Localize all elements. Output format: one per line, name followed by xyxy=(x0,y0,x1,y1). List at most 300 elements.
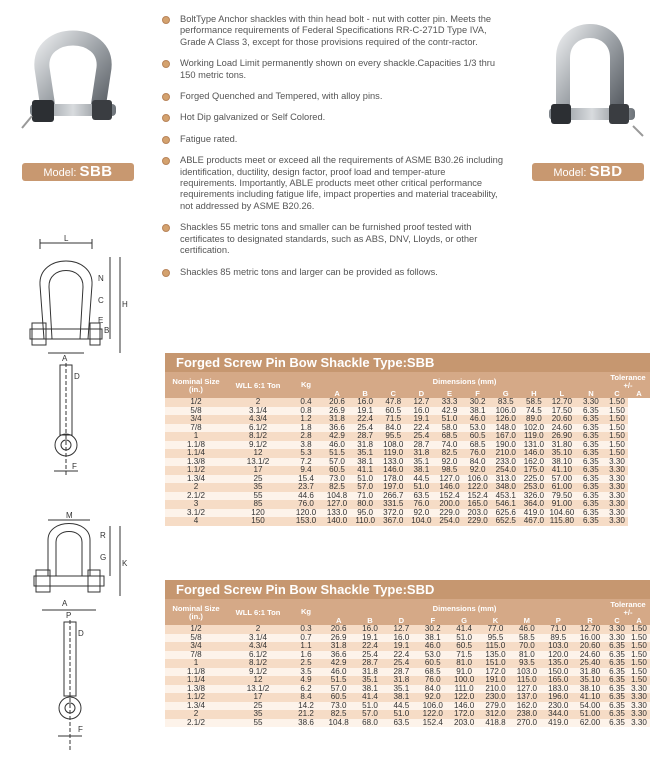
table-cell: 120.0 xyxy=(543,651,574,660)
table-cell: 68.5 xyxy=(464,441,492,450)
table-cell: 3.1/4 xyxy=(227,634,289,643)
table-cell: 20.60 xyxy=(548,415,576,424)
table-cell: 0.7 xyxy=(289,634,323,643)
table-cell: 4 xyxy=(165,517,227,526)
table-cell: 84.0 xyxy=(417,685,448,694)
table-cell: 6.1/2 xyxy=(227,651,289,660)
table-cell: 146.0 xyxy=(520,449,548,458)
table-cell: 35 xyxy=(227,483,289,492)
table-row xyxy=(165,483,650,492)
table-cell: 191.0 xyxy=(480,676,511,685)
table-cell: 1.50 xyxy=(606,415,628,424)
table-cell: 103.0 xyxy=(511,668,542,677)
table-cell: 51.0 xyxy=(407,483,435,492)
table-cell: 14.2 xyxy=(289,702,323,711)
table-cell: 6.35 xyxy=(576,432,606,441)
feature-item: Hot Dip galvanized or Self Colored. xyxy=(158,112,503,123)
table-cell: 6.35 xyxy=(606,659,628,668)
table-cell: 31.8 xyxy=(354,668,385,677)
table-cell: 266.7 xyxy=(379,492,407,501)
dim-col-header: A xyxy=(323,390,351,398)
table-cell: 82.5 xyxy=(323,483,351,492)
col-header-kg: Kg xyxy=(289,372,323,398)
table-cell: 1.50 xyxy=(606,424,628,433)
table-cell: 44.5 xyxy=(407,475,435,484)
dim-label: N xyxy=(98,274,104,283)
table-cell: 8.1/2 xyxy=(227,432,289,441)
dim-col-header: P xyxy=(543,617,574,625)
table-cell: 115.80 xyxy=(549,516,574,525)
dim-col-header: B xyxy=(351,390,379,398)
table-row xyxy=(165,492,650,501)
table-cell: 26.90 xyxy=(548,432,576,441)
sbb-table-title: Forged Screw Pin Bow Shackle Type:SBB xyxy=(165,353,650,372)
table-cell: 172.0 xyxy=(480,668,511,677)
tolerance-col-header: C xyxy=(606,617,628,625)
table-cell: 4.3/4 xyxy=(227,642,289,651)
table-cell: 2 xyxy=(227,625,289,634)
table-cell: 89.0 xyxy=(520,415,548,424)
dim-col-header: C xyxy=(379,390,407,398)
table-cell: 178.0 xyxy=(379,475,407,484)
table-cell: 127.0 xyxy=(323,500,351,509)
table-cell: 51.0 xyxy=(354,702,385,711)
table-row xyxy=(165,398,650,407)
table-cell: 38.1 xyxy=(351,458,379,467)
table-cell: 73.0 xyxy=(323,702,354,711)
table-cell: 625.6 xyxy=(492,509,520,518)
table-cell: 9.1/2 xyxy=(227,668,289,677)
table-cell: 119.0 xyxy=(379,449,407,458)
table-cell: 35.1 xyxy=(354,676,385,685)
table-cell: 38.1 xyxy=(354,685,385,694)
table-cell: 95.5 xyxy=(480,634,511,643)
dim-label: K xyxy=(122,559,128,568)
table-cell: 26.9 xyxy=(323,407,351,416)
table-cell: 81.0 xyxy=(511,651,542,660)
table-cell: 1.3/4 xyxy=(165,702,227,711)
table-cell: 17 xyxy=(227,693,289,702)
table-cell: 1.3/4 xyxy=(165,475,227,484)
table-cell: 13.1/2 xyxy=(227,458,289,467)
table-cell: 200.0 xyxy=(435,500,463,509)
table-cell: 31.80 xyxy=(574,668,606,677)
table-cell: 6.35 xyxy=(576,449,606,458)
sbd-model-label xyxy=(532,163,644,181)
table-cell: 3.8 xyxy=(289,441,323,450)
sbd-spec-table xyxy=(165,580,650,727)
table-cell: 51.0 xyxy=(448,634,479,643)
table-row xyxy=(165,475,650,484)
table-cell: 196.0 xyxy=(543,693,574,702)
table-cell: 35.1 xyxy=(351,449,379,458)
table-cell: 146.0 xyxy=(435,483,463,492)
table-cell: 133.0 xyxy=(379,458,407,467)
table-cell: 1.50 xyxy=(628,659,650,668)
table-cell: 53.0 xyxy=(464,424,492,433)
table-cell: 3.30 xyxy=(628,702,650,711)
table-cell: 6.35 xyxy=(576,517,606,526)
dim-col-header: E xyxy=(435,390,463,398)
table-cell: 71.5 xyxy=(448,651,479,660)
table-cell: 60.5 xyxy=(464,432,492,441)
table-cell: 326.0 xyxy=(520,492,548,501)
dim-label: F xyxy=(78,725,83,734)
table-cell: 3.30 xyxy=(576,398,606,407)
feature-item: ABLE products meet or exceed all the requirements of ASME B30.26 including identification, ductility, design factor, proof load and temper-ature requirements. Importantly, ABLE products meet other critical performance requirements including fatigue life, impact properties and material traceability, not addressed by ASME B20.26. xyxy=(158,155,503,212)
table-cell: 28.7 xyxy=(407,441,435,450)
table-cell: 58.5 xyxy=(511,634,542,643)
table-cell: 70.0 xyxy=(511,642,542,651)
table-cell: 6.35 xyxy=(576,458,606,467)
table-cell: 238.0 xyxy=(511,710,542,719)
col-header-wll: WLL 6:1 Ton xyxy=(227,372,289,398)
table-cell: 44.5 xyxy=(386,702,417,711)
table-cell: 63.5 xyxy=(407,492,435,501)
table-cell: 467.0 xyxy=(520,517,548,526)
dim-col-header: G xyxy=(448,617,479,625)
table-cell: 57.0 xyxy=(323,458,351,467)
table-cell: 6.35 xyxy=(606,685,628,694)
dim-col-header: A xyxy=(323,617,354,625)
table-cell: 22.4 xyxy=(386,651,417,660)
dim-label: G xyxy=(100,553,107,562)
dim-col-header: F xyxy=(417,617,448,625)
table-cell: 2.5 xyxy=(289,659,323,668)
table-cell: 3.30 xyxy=(606,509,628,518)
tolerance-col-header: A xyxy=(628,617,650,625)
table-cell: 1.1/8 xyxy=(165,441,227,450)
table-cell: 95.5 xyxy=(379,432,407,441)
col-header-nominal: Nominal Size (in.) xyxy=(165,599,227,625)
table-cell: 42.9 xyxy=(323,432,351,441)
table-cell: 3.30 xyxy=(606,475,628,484)
table-cell: 1.1/4 xyxy=(165,449,227,458)
table-cell: 38.6 xyxy=(289,719,323,728)
table-cell: 31.8 xyxy=(323,415,351,424)
table-cell: 210.0 xyxy=(480,685,511,694)
table-cell: 16.0 xyxy=(351,398,379,407)
table-cell: 6.35 xyxy=(606,710,628,719)
dim-col-header: R xyxy=(574,617,606,625)
table-cell: 106.0 xyxy=(492,407,520,416)
table-cell: 1.8 xyxy=(289,424,323,433)
table-cell: 8.4 xyxy=(289,693,323,702)
dim-label: P xyxy=(66,611,72,620)
dim-col-header: M xyxy=(511,617,542,625)
table-cell: 312.0 xyxy=(480,710,511,719)
table-cell: 3.1/2 xyxy=(165,509,227,518)
table-cell: 6.35 xyxy=(576,475,606,484)
feature-item: BoltType Anchor shackles with thin head bolt - nut with cotter pin. Meets the performance requirements of Federal Specifications RR-C-271D Type IVA, Grade A Class 3, except for those provisions required of the contr-ractor. xyxy=(158,14,503,48)
table-cell: 6.35 xyxy=(606,719,628,728)
sbb-table xyxy=(165,372,650,526)
table-cell: 103.0 xyxy=(543,642,574,651)
dim-label: D xyxy=(78,629,84,638)
table-cell: 25.4 xyxy=(354,651,385,660)
table-cell: 127.0 xyxy=(435,475,463,484)
table-cell: 60.5 xyxy=(379,407,407,416)
table-cell: 41.4 xyxy=(354,693,385,702)
table-cell: 22.4 xyxy=(354,642,385,651)
sbd-shackle-photo xyxy=(535,8,645,158)
table-cell: 51.0 xyxy=(351,475,379,484)
table-cell: 42.9 xyxy=(323,659,354,668)
dim-col-header: H xyxy=(520,390,548,398)
table-cell: 19.1 xyxy=(354,634,385,643)
sbd-table-title: Forged Screw Pin Bow Shackle Type:SBD xyxy=(165,580,650,599)
table-cell: 225.0 xyxy=(520,475,548,484)
table-cell: 20.6 xyxy=(323,625,354,634)
table-cell: 91.00 xyxy=(548,500,576,509)
table-cell: 5.3 xyxy=(289,449,323,458)
table-cell: 122.0 xyxy=(448,693,479,702)
table-cell: 81.0 xyxy=(448,659,479,668)
table-cell: 19.1 xyxy=(351,407,379,416)
table-cell: 108.0 xyxy=(379,441,407,450)
table-cell: 55 xyxy=(227,719,289,728)
table-cell: 24.60 xyxy=(574,651,606,660)
table-cell: 6.35 xyxy=(606,676,628,685)
col-header-dimensions: Dimensions (mm) xyxy=(323,372,606,390)
table-row xyxy=(165,407,650,416)
table-cell: 3.30 xyxy=(606,458,628,467)
table-cell: 89.5 xyxy=(543,634,574,643)
table-row xyxy=(165,719,650,728)
table-cell: 68.0 xyxy=(354,719,385,728)
sbb-model-code: SBB xyxy=(79,163,113,180)
table-cell: 60.5 xyxy=(417,659,448,668)
table-cell: 652.5 xyxy=(492,517,520,526)
table-cell: 85 xyxy=(227,500,289,509)
table-cell: 6.35 xyxy=(576,415,606,424)
table-cell: 120 xyxy=(227,509,289,518)
table-cell: 111.0 xyxy=(448,685,479,694)
table-cell: 6.35 xyxy=(576,509,606,518)
table-cell: 6.35 xyxy=(576,424,606,433)
table-cell: 1.50 xyxy=(628,625,650,634)
table-cell: 60.5 xyxy=(323,466,351,475)
table-cell: 38.1 xyxy=(407,466,435,475)
table-cell: 92.0 xyxy=(435,458,463,467)
table-cell: 348.0 xyxy=(492,483,520,492)
table-cell: 63.5 xyxy=(386,719,417,728)
table-cell: 42.9 xyxy=(435,407,463,416)
dim-label: R xyxy=(100,531,106,540)
table-cell: 68.5 xyxy=(435,432,463,441)
table-cell: 98.5 xyxy=(435,466,463,475)
table-cell: 25 xyxy=(227,475,289,484)
table-cell: 36.6 xyxy=(323,651,354,660)
feature-item: Forged Quenched and Tempered, with alloy pins. xyxy=(158,91,503,102)
table-cell: 12.7 xyxy=(386,625,417,634)
table-cell: 82.5 xyxy=(323,710,354,719)
dim-col-header: N xyxy=(576,390,606,398)
dim-col-header: D xyxy=(407,390,435,398)
table-cell: 54.00 xyxy=(574,702,606,711)
table-cell: 55 xyxy=(227,492,289,501)
tolerance-col-header: C xyxy=(606,390,628,398)
table-cell: 25.40 xyxy=(574,659,606,668)
table-cell: 6.35 xyxy=(576,483,606,492)
table-row xyxy=(165,441,650,450)
dim-label: B xyxy=(104,326,110,335)
dim-label: C xyxy=(98,296,104,305)
sbd-model-code: SBD xyxy=(589,163,623,180)
table-cell: 8.1/2 xyxy=(227,659,289,668)
table-cell: 76.0 xyxy=(417,676,448,685)
table-cell: 1.1/4 xyxy=(165,676,227,685)
table-cell: 9.4 xyxy=(289,466,323,475)
table-cell: 2.1/2 xyxy=(165,492,227,501)
table-cell: 5/8 xyxy=(165,634,227,643)
table-cell: 104.8 xyxy=(323,719,354,728)
sbb-shackle-photo xyxy=(18,8,128,158)
table-cell: 38.1 xyxy=(417,634,448,643)
table-cell: 6.35 xyxy=(606,642,628,651)
feature-list xyxy=(158,14,503,288)
table-cell: 3.1/4 xyxy=(227,407,289,416)
table-cell: 84.0 xyxy=(464,458,492,467)
table-cell: 60.5 xyxy=(448,642,479,651)
table-cell: 3.30 xyxy=(606,500,628,509)
table-cell: 9.1/2 xyxy=(227,441,289,450)
table-cell: 2 xyxy=(227,398,289,407)
table-cell: 6.2 xyxy=(289,685,323,694)
dim-col-header: K xyxy=(480,617,511,625)
dim-label: M xyxy=(66,511,73,520)
table-cell: 51.5 xyxy=(323,676,354,685)
table-cell: 1.2 xyxy=(289,415,323,424)
table-cell: 24.60 xyxy=(548,424,576,433)
table-cell: 23.7 xyxy=(289,483,323,492)
table-cell: 419.0 xyxy=(543,719,574,728)
table-cell: 270.0 xyxy=(511,719,542,728)
col-header-dimensions: Dimensions (mm) xyxy=(323,599,606,617)
table-cell: 16.0 xyxy=(407,407,435,416)
table-cell: 453.1 xyxy=(492,492,520,501)
table-cell: 253.0 xyxy=(520,483,548,492)
table-cell: 162.0 xyxy=(520,458,548,467)
table-cell: 38.10 xyxy=(574,685,606,694)
table-cell: 38.1 xyxy=(464,407,492,416)
table-cell: 83.5 xyxy=(492,398,520,407)
table-cell: 51.0 xyxy=(435,415,463,424)
table-cell: 57.0 xyxy=(351,483,379,492)
table-cell: 12.70 xyxy=(574,625,606,634)
table-cell: 104.60 xyxy=(549,507,575,517)
table-cell: 183.0 xyxy=(543,685,574,694)
table-cell: 3.30 xyxy=(628,685,650,694)
table-cell: 1.3/8 xyxy=(165,685,227,694)
table-cell: 31.8 xyxy=(407,449,435,458)
table-cell: 36.6 xyxy=(323,424,351,433)
bullet-icon xyxy=(162,16,170,24)
col-header-kg: Kg xyxy=(289,599,323,625)
table-cell: 0.3 xyxy=(289,625,323,634)
sbb-technical-drawing xyxy=(12,235,132,485)
table-cell: 418.8 xyxy=(480,719,511,728)
table-cell: 3/4 xyxy=(165,415,227,424)
dim-col-header: G xyxy=(492,390,520,398)
bullet-icon xyxy=(162,269,170,277)
table-cell: 28.7 xyxy=(354,659,385,668)
table-cell: 31.80 xyxy=(548,441,576,450)
table-cell: 12 xyxy=(227,676,289,685)
dim-col-header: D xyxy=(386,617,417,625)
table-row xyxy=(165,449,650,458)
table-cell: 1.50 xyxy=(606,432,628,441)
table-cell: 2 xyxy=(165,710,227,719)
table-cell: 3.30 xyxy=(606,625,628,634)
table-cell: 41.10 xyxy=(548,466,576,475)
table-cell: 104.8 xyxy=(323,492,351,501)
table-cell: 16.0 xyxy=(354,625,385,634)
table-cell: 3.30 xyxy=(628,693,650,702)
table-row xyxy=(165,517,650,526)
table-cell: 92.0 xyxy=(417,693,448,702)
table-cell: 229.0 xyxy=(464,517,492,526)
table-cell: 46.0 xyxy=(417,642,448,651)
table-row xyxy=(165,466,650,475)
table-cell: 131.0 xyxy=(520,441,548,450)
table-cell: 254.0 xyxy=(435,517,463,526)
table-cell: 331.5 xyxy=(379,500,407,509)
table-cell: 1.50 xyxy=(628,651,650,660)
table-cell: 2.8 xyxy=(289,432,323,441)
dim-col-header: B xyxy=(354,617,385,625)
table-cell: 1.50 xyxy=(606,441,628,450)
sbd-model-prefix: Model: xyxy=(553,167,587,179)
table-cell: 92.0 xyxy=(464,466,492,475)
table-cell: 28.7 xyxy=(351,432,379,441)
table-cell: 3.30 xyxy=(606,483,628,492)
table-cell: 150 xyxy=(227,517,289,526)
table-cell: 2.1/2 xyxy=(165,719,227,728)
table-cell: 137.0 xyxy=(511,693,542,702)
dim-label: L xyxy=(64,235,69,243)
table-cell: 20.6 xyxy=(323,398,351,407)
table-cell: 74.5 xyxy=(520,407,548,416)
table-cell: 167.0 xyxy=(492,432,520,441)
table-cell: 133.0 xyxy=(323,509,351,518)
dim-col-header: L xyxy=(548,390,576,398)
sbb-model-label xyxy=(22,163,134,181)
table-cell: 230.0 xyxy=(480,693,511,702)
table-cell: 38.10 xyxy=(548,458,576,467)
table-cell: 6.35 xyxy=(606,693,628,702)
table-cell: 1.1/8 xyxy=(165,668,227,677)
table-cell: 3.30 xyxy=(628,719,650,728)
table-cell: 51.5 xyxy=(323,449,351,458)
table-cell: 6.1/2 xyxy=(227,424,289,433)
table-row xyxy=(165,500,650,509)
table-cell: 7.2 xyxy=(289,458,323,467)
sbb-spec-table xyxy=(165,353,650,526)
bullet-icon xyxy=(162,93,170,101)
table-cell: 28.7 xyxy=(386,668,417,677)
table-cell: 2 xyxy=(165,483,227,492)
table-cell: 25 xyxy=(227,702,289,711)
table-cell: 1.50 xyxy=(606,398,628,407)
table-cell: 150.0 xyxy=(543,668,574,677)
table-cell: 419.0 xyxy=(520,509,548,518)
table-cell: 22.4 xyxy=(351,415,379,424)
table-cell: 77.0 xyxy=(480,625,511,634)
table-cell: 41.10 xyxy=(574,693,606,702)
tolerance-col-header: A xyxy=(628,390,650,398)
table-cell: 127.0 xyxy=(511,685,542,694)
